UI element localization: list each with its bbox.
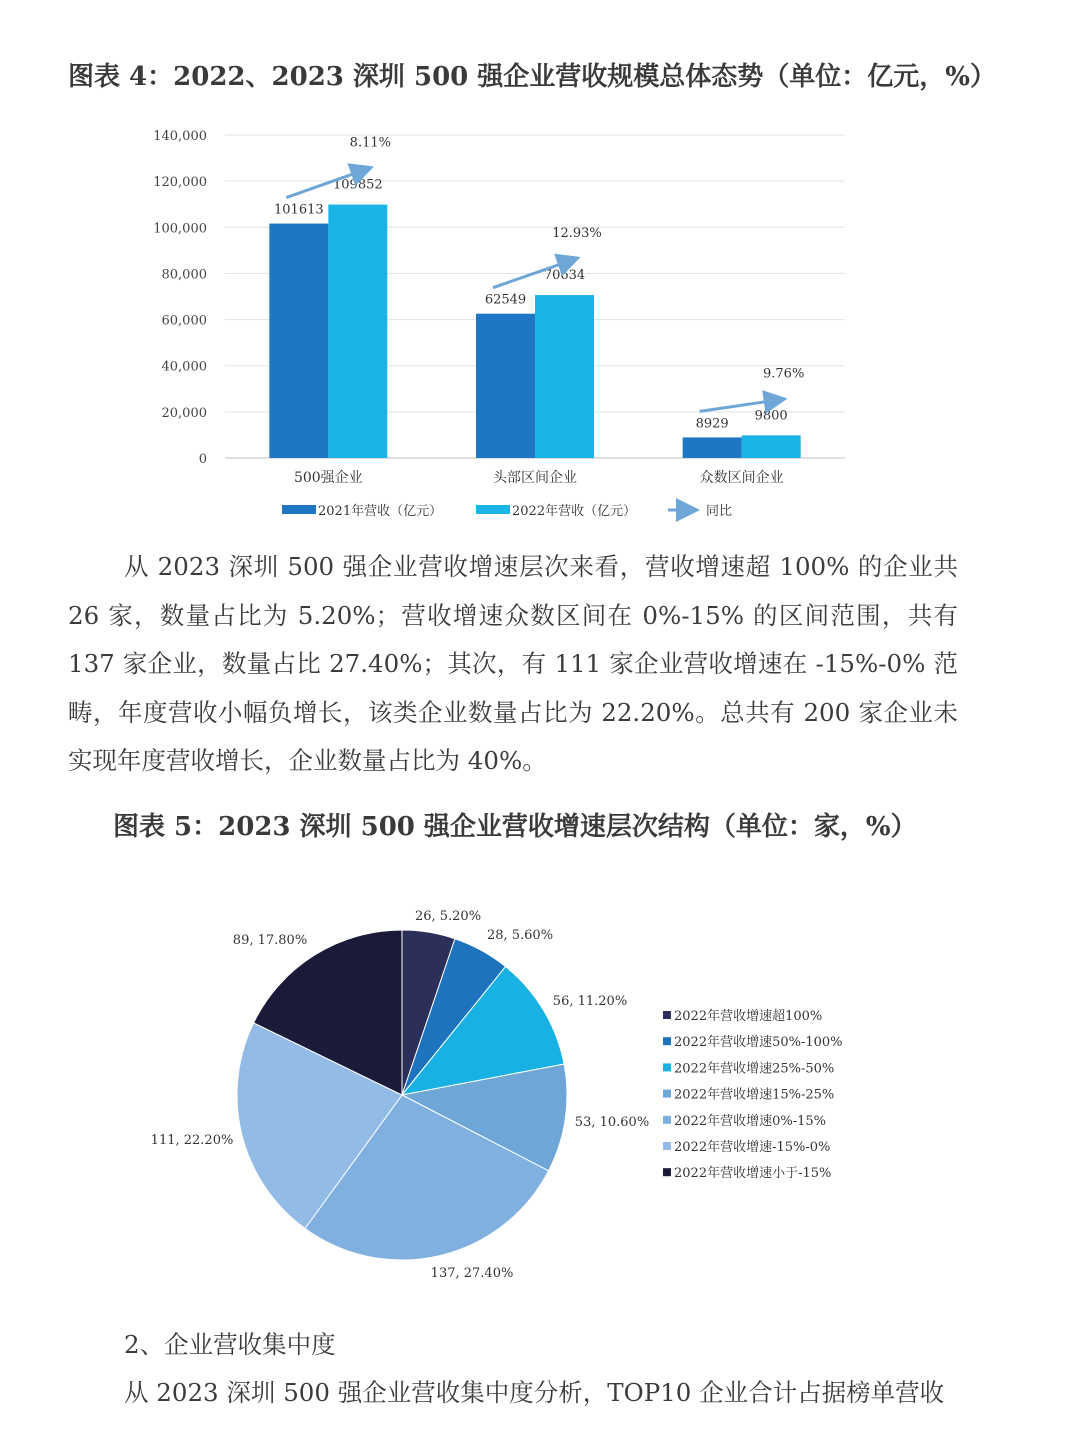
y-tick-label: 20,000 <box>161 405 207 421</box>
section-heading: 2、企业营收集中度 <box>124 1330 336 1359</box>
legend-swatch-2022 <box>476 505 510 514</box>
legend-label: 2021年营收（亿元） <box>318 504 443 519</box>
growth-label: 9.76% <box>763 366 805 382</box>
legend-label: 2022年营收增速-15%-0% <box>674 1140 831 1155</box>
y-tick-label: 60,000 <box>161 313 207 329</box>
paragraph-concentration: 从 2023 深圳 500 强企业营收集中度分析，TOP10 企业合计占据榜单营收 <box>124 1378 945 1407</box>
data-label: 109852 <box>333 177 383 193</box>
slice-label: 56, 11.20% <box>552 994 628 1009</box>
slice-label: 53, 10.60% <box>574 1115 650 1130</box>
y-tick-label: 80,000 <box>161 267 207 283</box>
legend-swatch <box>663 1142 671 1150</box>
legend-label: 2022年营收增速超100% <box>674 1009 823 1024</box>
legend-swatch <box>663 1011 671 1019</box>
legend-label: 2022年营收（亿元） <box>512 504 637 519</box>
growth-label: 12.93% <box>552 226 602 242</box>
y-tick-label: 140,000 <box>153 129 207 144</box>
legend-swatch-2021 <box>282 505 316 514</box>
legend-swatch <box>663 1168 671 1176</box>
x-tick-label: 头部区间企业 <box>493 470 577 486</box>
legend <box>282 503 732 519</box>
bar-2021 <box>269 224 328 458</box>
legend-swatch <box>663 1037 671 1045</box>
slice-label: 111, 22.20% <box>150 1133 234 1148</box>
bar-2022 <box>742 435 801 458</box>
data-label: 8929 <box>695 416 729 432</box>
y-tick-label: 120,000 <box>153 175 207 191</box>
x-tick-label: 众数区间企业 <box>699 470 784 486</box>
slice-label: 28, 5.60% <box>486 928 554 943</box>
legend-swatch <box>663 1063 671 1071</box>
x-tick-label: 500强企业 <box>293 470 363 486</box>
growth-label: 8.11% <box>349 135 391 151</box>
legend-label: 2022年营收增速50%-100% <box>674 1035 843 1051</box>
y-tick-label: 0 <box>198 452 207 467</box>
legend <box>663 1008 843 1181</box>
data-label: 62549 <box>484 292 527 308</box>
legend-label: 2022年营收增速25%-50% <box>674 1061 835 1077</box>
slice-label: 89, 17.80% <box>232 933 308 948</box>
bar-2021 <box>476 314 535 458</box>
figure4-title: 图表 4：2022、2023 深圳 500 强企业营收规模总体态势（单位：亿元，%） <box>68 62 997 92</box>
legend-label: 2022年营收增速小于-15% <box>674 1166 832 1182</box>
bar-2022 <box>535 295 594 458</box>
data-label: 101613 <box>274 202 324 218</box>
slice-label: 137, 27.40% <box>430 1266 514 1281</box>
paragraph-growth-levels: 从 2023 深圳 500 强企业营收增速层次来看，营收增速超 100% 的企业共 26 家，数量占比为 5.20%；营收增速众数区间在 0%-15% 的区间范围，共有 137 家企业，数量占比 27.40%；其次，有 111 家企业营收增速在 -15%-0% 范畴，年度营收小幅负增长，该类企业数量占比为 22.20%。总共有 200 家企业未实现年度营收增长，企业数量占比为 40%。 <box>68 552 958 775</box>
legend-label: 同比 <box>706 504 733 519</box>
figure5-title: 图表 5：2023 深圳 500 强企业营收增速层次结构（单位：家，%） <box>113 812 917 842</box>
bar-2022 <box>328 205 387 458</box>
pie-chart <box>0 880 1080 1300</box>
legend-label: 2022年营收增速15%-25% <box>674 1087 835 1103</box>
y-tick-label: 100,000 <box>153 221 207 237</box>
legend-swatch <box>663 1116 671 1124</box>
y-tick-label: 40,000 <box>161 359 207 375</box>
data-label: 70634 <box>543 268 586 284</box>
slice-label: 26, 5.20% <box>414 909 482 924</box>
bar-chart <box>0 110 1080 530</box>
bar-2021 <box>683 437 742 458</box>
legend-swatch <box>663 1090 671 1098</box>
data-label: 9800 <box>754 408 788 424</box>
legend-label: 2022年营收增速0%-15% <box>674 1113 826 1129</box>
